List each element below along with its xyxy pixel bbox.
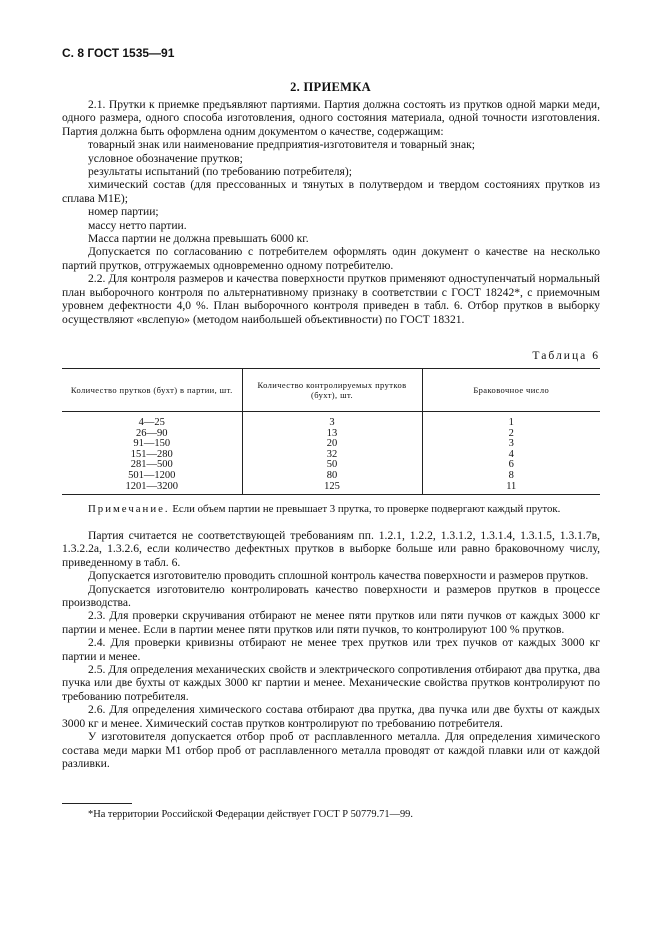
column-header: Количество контролируемых прутков (бухт), шт. bbox=[242, 369, 422, 412]
table-cell: 1 bbox=[422, 412, 600, 429]
paragraph: 2.5. Для определения механических свойств и электрического сопротивления отбирают два прутка, два пучка или две бухты от каждых 3000 кг партии и менее. Механические свойства прутков контролируют по требованию потребителя. bbox=[62, 663, 600, 703]
note-text: Если объем партии не превышает 3 прутка, то проверке подвергают каждый пруток. bbox=[172, 503, 561, 515]
paragraph: Допускается по согласованию с потребителем оформлять один документ о качестве на несколько партий прутков, отгружаемых одновременно одному потребителю. bbox=[62, 245, 600, 272]
table-cell: 3 bbox=[242, 412, 422, 429]
acceptance-text-bottom bbox=[62, 529, 600, 770]
sampling-plan-table bbox=[62, 368, 600, 495]
list-item: массу нетто партии. bbox=[88, 218, 187, 232]
table-cell: 1201—3200 bbox=[62, 482, 242, 495]
paragraph: Масса партии не должна превышать 6000 кг. bbox=[88, 232, 309, 246]
table-cell: 80 bbox=[242, 471, 422, 482]
footnote: *На территории Российской Федерации действует ГОСТ Р 50779.71—99. bbox=[88, 809, 413, 820]
table-cell: 151—280 bbox=[130, 448, 173, 460]
paragraph: Допускается изготовителю проводить сплошной контроль качества поверхности и размеров прутков. bbox=[88, 569, 589, 583]
column-header: Браковочное число bbox=[422, 369, 600, 412]
table-cell: 281—500 bbox=[130, 459, 173, 471]
list-item: результаты испытаний (по требованию потребителя); bbox=[88, 165, 352, 179]
table-cell: 2 bbox=[422, 429, 600, 440]
list-item: номер партии; bbox=[88, 205, 159, 219]
table-cell: 8 bbox=[422, 471, 600, 482]
table-header-row bbox=[62, 369, 600, 412]
table-cell: 11 bbox=[422, 482, 600, 495]
table-row bbox=[62, 412, 600, 429]
column-header: Количество прутков (бухт) в партии, шт. bbox=[62, 369, 242, 412]
footnote-divider bbox=[62, 803, 132, 804]
table-row bbox=[62, 471, 600, 482]
paragraph: 2.1. Прутки к приемке предъявляют партиями. Партия должна состоять из прутков одной марки меди, одного размера, одного способа изготовления, одного состояния материала, одной точности изготовления. Партия должна быть оформлена одним документом о качестве, содержащим: bbox=[62, 98, 600, 138]
page-header: С. 8 ГОСТ 1535—91 bbox=[62, 46, 175, 60]
paragraph: 2.4. Для проверки кривизны отбирают не менее трех прутков или трех пучков от каждых 3000 кг партии и менее. bbox=[62, 636, 600, 663]
list-item: химический состав (для прессованных и тянутых в полутвердом и твердом состояниях прутков из сплава М1Е); bbox=[62, 178, 600, 205]
note-label: Примечание. bbox=[88, 503, 170, 515]
paragraph: 2.2. Для контроля размеров и качества поверхности прутков применяют одноступенчатый нормальный план выборочного контроля по альтернативному признаку в соответствии с ГОСТ 18242*, с приемочным уровнем дефектности 4,0 %. План выборочного контроля приведен в табл. 6. Отбор прутков в выборку осуществляют «вслепую» (методом наибольшей объективности) по ГОСТ 18321. bbox=[62, 272, 600, 326]
table-cell: 125 bbox=[242, 482, 422, 495]
table-cell: 32 bbox=[242, 450, 422, 461]
table-cell: 50 bbox=[242, 460, 422, 471]
table-cell: 6 bbox=[422, 460, 600, 471]
table-cell: 26—90 bbox=[136, 427, 168, 439]
paragraph: 2.6. Для определения химического состава отбирают два прутка, два пучка или две бухты от каждых 3000 кг и менее. Химический состав прутков контролируют по требованию потребителя. bbox=[62, 703, 600, 730]
paragraph: Допускается изготовителю контролировать качество поверхности и размеров прутков в процессе производства. bbox=[62, 582, 600, 610]
section-title: 2. ПРИЕМКА bbox=[290, 80, 371, 94]
table-cell: 3 bbox=[422, 439, 600, 450]
table-cell: 4—25 bbox=[138, 417, 165, 428]
table-cell: 13 bbox=[242, 429, 422, 440]
acceptance-text-top bbox=[62, 98, 600, 326]
table-caption: Таблица 6 bbox=[532, 349, 600, 362]
table-cell: 20 bbox=[242, 439, 422, 450]
table-note bbox=[62, 503, 600, 516]
table-cell: 501—1200 bbox=[128, 469, 176, 481]
paragraph: У изготовителя допускается отбор проб от расплавленного металла. Для определения химического состава меди марки М1 отбор проб от расплавленного металла проводят от каждой плавки или от каждой разливки. bbox=[62, 730, 600, 770]
table-row bbox=[62, 482, 600, 495]
table-cell: 91—150 bbox=[133, 438, 171, 450]
list-item: условное обозначение прутков; bbox=[88, 151, 243, 165]
table-cell: 4 bbox=[422, 450, 600, 461]
paragraph: 2.3. Для проверки скручивания отбирают не менее пяти прутков или пяти пучков от каждых 3000 кг партии и менее. Если в партии менее пяти прутков или пяти пучков, то контролируют 100 % прутков. bbox=[62, 609, 600, 636]
list-item: товарный знак или наименование предприятия-изготовителя и товарный знак; bbox=[88, 138, 475, 152]
paragraph: Партия считается не соответствующей требованиям пп. 1.2.1, 1.2.2, 1.3.1.2, 1.3.1.4, 1.3.1.5, 1.3.1.7в, 1.3.2.2а, 1.3.2.6, если количество дефектных прутков в выборке больше или равно браковочному числу, приведенному в табл. 6. bbox=[62, 529, 600, 569]
